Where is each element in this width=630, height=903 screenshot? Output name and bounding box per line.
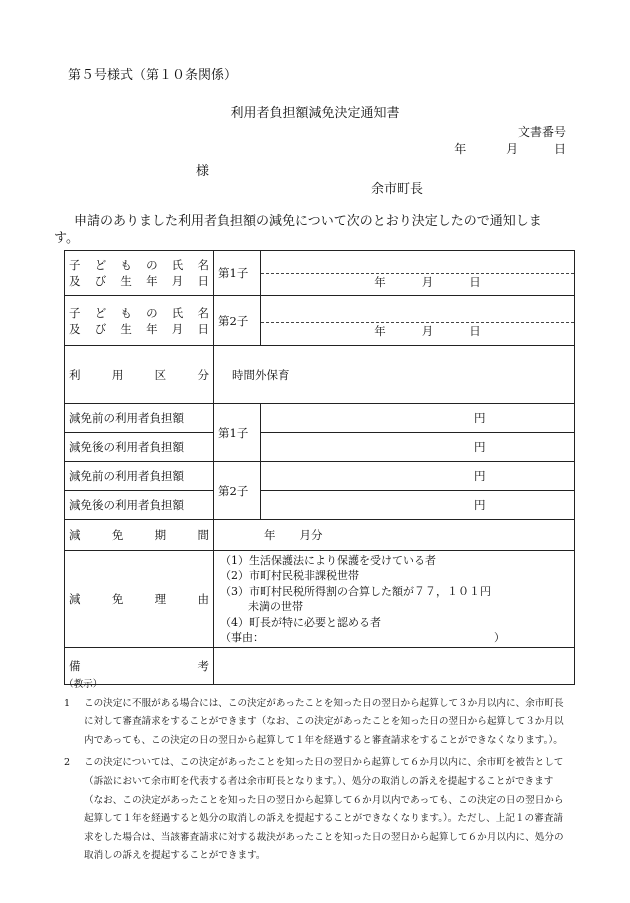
reason-detail: （事由： ） [220, 631, 505, 645]
usage-value: 時間外保育 [214, 346, 575, 404]
recipient-suffix: 様 [196, 164, 210, 179]
after-amount-label-1: 減免後の利用者負担額 [65, 433, 214, 462]
amount-second-child-label: 第2子 [214, 462, 261, 520]
amount-first-child-label: 第1子 [214, 404, 261, 462]
before-amount-label-1: 減免前の利用者負担額 [65, 404, 214, 433]
child-2-name-field [261, 297, 574, 323]
before-amount-2: 円 [261, 462, 575, 491]
second-child-label: 第2子 [214, 296, 261, 346]
child-1-name-birth [261, 251, 575, 296]
form-label: 第５号様式（第１０条関係） [68, 68, 238, 83]
remarks-label: 備 考 [65, 648, 214, 685]
date-year: 年 [454, 142, 467, 156]
reason-1: （1）生活保護法により保護を受けている者 [220, 554, 436, 567]
reason-label: 減 免 理 由 [65, 551, 214, 648]
child-label-1: 子 ど も の 氏 名 及 び 生 年 月 日 [65, 251, 214, 296]
intro-line-2: す。 [54, 231, 79, 246]
child-2-name-birth [261, 296, 575, 346]
instructions-heading: （教示） [64, 679, 103, 690]
before-amount-1: 円 [261, 404, 575, 433]
reason-4: （4）町長が特に必要と認める者 [220, 615, 381, 629]
child-label-2: 子 ど も の 氏 名 及 び 生 年 月 日 [65, 296, 214, 346]
issuer-name: 余市町長 [371, 182, 424, 197]
period-label: 減 免 期 間 [65, 520, 214, 551]
decision-table [64, 250, 575, 685]
reason-list [214, 551, 575, 648]
usage-label: 利 用 区 分 [65, 346, 214, 404]
period-value: 年 月分 [214, 520, 575, 551]
after-amount-label-2: 減免後の利用者負担額 [65, 491, 214, 520]
issue-date [454, 140, 566, 157]
after-amount-1: 円 [261, 433, 575, 462]
instruction-item-2: 2 この決定については、この決定があったことを知った日の翌日から起算して６か月以内に、余市町を被告として（訴訟において余市町を代表する者は余市町長となります。）、処分の取消しの訴えを提起することができます（なお、この決定があったことを知った日の翌日から起算して６か月以内であっても、この決定の日の翌日から起算して１年を経過すると処分の取消しの訴えを提起することができなくなります。）。ただし、上記１の審査請求をした場合は、当該審査請求に対する裁決があったことを知った日の翌日から起算して６か月以内に、処分の取消しの訴えを提起することができます。 [64, 757, 564, 862]
reason-2: （2）市町村民税非課税世帯 [220, 569, 359, 583]
first-child-label: 第1子 [214, 251, 261, 296]
instruction-item-1: 1 この決定に不服がある場合には、この決定があったことを知った日の翌日から起算して３か月以内に、余市町長に対して審査請求をすることができます（なお、この決定があったことを知った日の翌日から起算して３か月以内であっても、この決定の日の翌日から起算して１年を経過すると審査請求をすることができなくなります。）。 [64, 697, 564, 746]
reason-3: （3）市町村民税所得割の合算した額が７７，１０１円 [220, 584, 491, 598]
before-amount-label-2: 減免前の利用者負担額 [65, 462, 214, 491]
child-1-name-field [261, 251, 574, 274]
reason-3-cont: 未満の世帯 [248, 600, 303, 614]
document-number-label: 文書番号 [517, 125, 566, 139]
document-title: 利用者負担額減免決定通知書 [230, 106, 400, 121]
after-amount-2: 円 [261, 491, 575, 520]
intro-line-1: 申請のありました利用者負担額の減免について次のとおり決定したので通知しま [74, 214, 542, 229]
date-day: 日 [553, 142, 566, 156]
intro-text [54, 213, 584, 247]
date-month: 月 [506, 142, 519, 156]
instructions [64, 676, 564, 866]
child-1-birth-field: 年 月 日 [374, 275, 481, 289]
child-2-birth-field: 年 月 日 [374, 324, 481, 338]
